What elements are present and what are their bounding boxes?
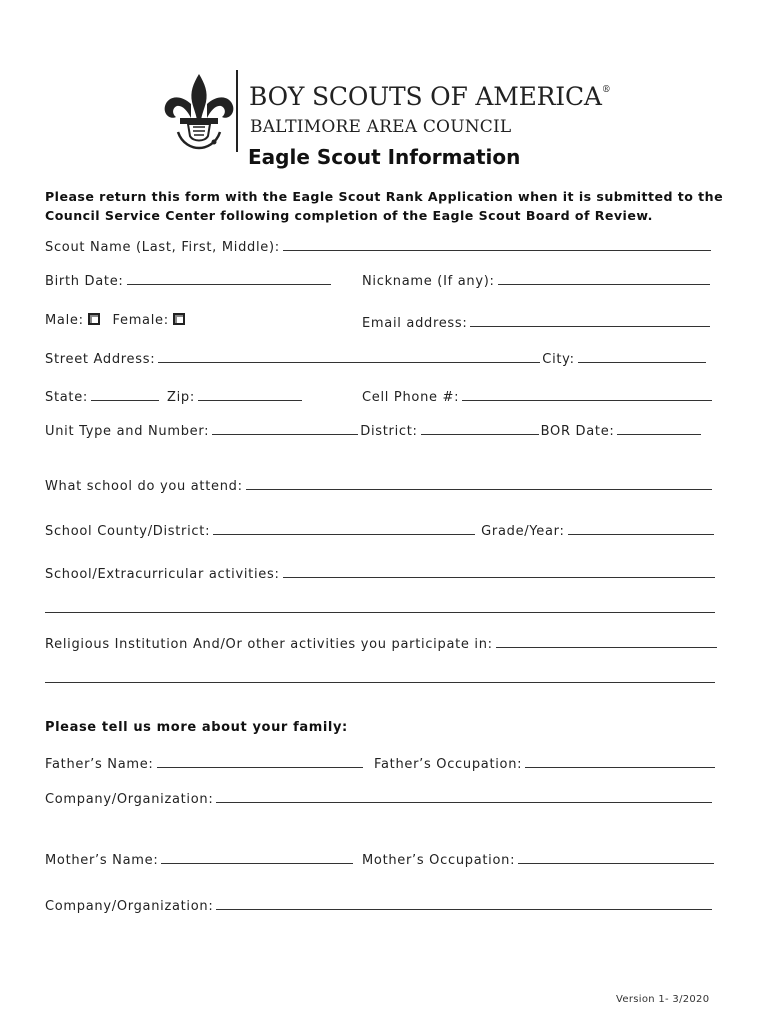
school-county-label: School County/District: bbox=[45, 524, 211, 539]
state-label: State: bbox=[45, 390, 88, 405]
mother-occupation-label: Mother’s Occupation: bbox=[362, 853, 516, 868]
version-label: Version 1- 3/2020 bbox=[616, 994, 710, 1005]
female-checkbox[interactable] bbox=[173, 313, 185, 325]
religious-label: Religious Institution And/Or other activities you participate in: bbox=[45, 637, 493, 652]
mother-company-field[interactable] bbox=[45, 897, 717, 914]
activities-field[interactable] bbox=[45, 565, 717, 582]
grade-label: Grade/Year: bbox=[481, 524, 565, 539]
cell-phone-field[interactable] bbox=[362, 388, 718, 405]
mother-name-field[interactable] bbox=[45, 851, 361, 868]
registered-mark: ® bbox=[601, 85, 611, 95]
email-field[interactable] bbox=[362, 314, 718, 331]
header-divider bbox=[236, 70, 238, 152]
father-name-field[interactable] bbox=[45, 755, 371, 772]
nickname-label: Nickname (If any): bbox=[362, 274, 495, 289]
activities-continuation-line[interactable] bbox=[45, 612, 715, 613]
female-label: Female: bbox=[112, 313, 169, 328]
scout-name-label: Scout Name (Last, First, Middle): bbox=[45, 240, 280, 255]
activities-label: School/Extracurricular activities: bbox=[45, 567, 280, 582]
nickname-field[interactable] bbox=[362, 272, 718, 289]
fleur-de-lis-icon bbox=[160, 72, 238, 150]
school-label: What school do you attend: bbox=[45, 479, 243, 494]
male-checkbox[interactable] bbox=[88, 313, 100, 325]
school-field[interactable] bbox=[45, 477, 717, 494]
page-title: Eagle Scout Information bbox=[248, 145, 521, 169]
council-name: BALTIMORE AREA COUNCIL bbox=[250, 117, 512, 137]
unit-district-field[interactable] bbox=[45, 422, 717, 439]
mother-occupation-field[interactable] bbox=[362, 851, 718, 868]
unit-label: Unit Type and Number: bbox=[45, 424, 210, 439]
school-county-field[interactable] bbox=[45, 522, 717, 539]
street-address-field[interactable] bbox=[45, 350, 717, 367]
mother-company-label: Company/Organization: bbox=[45, 899, 214, 914]
birth-date-field[interactable] bbox=[45, 272, 345, 289]
father-company-field[interactable] bbox=[45, 790, 717, 807]
street-label: Street Address: bbox=[45, 352, 156, 367]
birth-date-label: Birth Date: bbox=[45, 274, 124, 289]
gender-field bbox=[45, 313, 205, 328]
family-heading: Please tell us more about your family: bbox=[45, 720, 348, 735]
city-label: City: bbox=[542, 352, 575, 367]
male-label: Male: bbox=[45, 313, 84, 328]
father-occupation-field[interactable] bbox=[374, 755, 718, 772]
father-occupation-label: Father’s Occupation: bbox=[374, 757, 523, 772]
father-name-label: Father’s Name: bbox=[45, 757, 154, 772]
religious-field[interactable] bbox=[45, 635, 717, 652]
father-company-label: Company/Organization: bbox=[45, 792, 214, 807]
zip-label: Zip: bbox=[167, 390, 195, 405]
state-zip-field[interactable] bbox=[45, 388, 315, 405]
bor-date-label: BOR Date: bbox=[540, 424, 615, 439]
religious-continuation-line[interactable] bbox=[45, 682, 715, 683]
scout-name-field[interactable] bbox=[45, 238, 717, 255]
cell-phone-label: Cell Phone #: bbox=[362, 390, 460, 405]
district-label: District: bbox=[360, 424, 418, 439]
instructions: Please return this form with the Eagle Scout Rank Application when it is submitted to the Council Service Center following completion of the Eagle Scout Board of Review. bbox=[45, 189, 724, 223]
mother-name-label: Mother’s Name: bbox=[45, 853, 159, 868]
org-name: BOY SCOUTS OF AMERICA® bbox=[249, 82, 611, 111]
email-label: Email address: bbox=[362, 316, 468, 331]
